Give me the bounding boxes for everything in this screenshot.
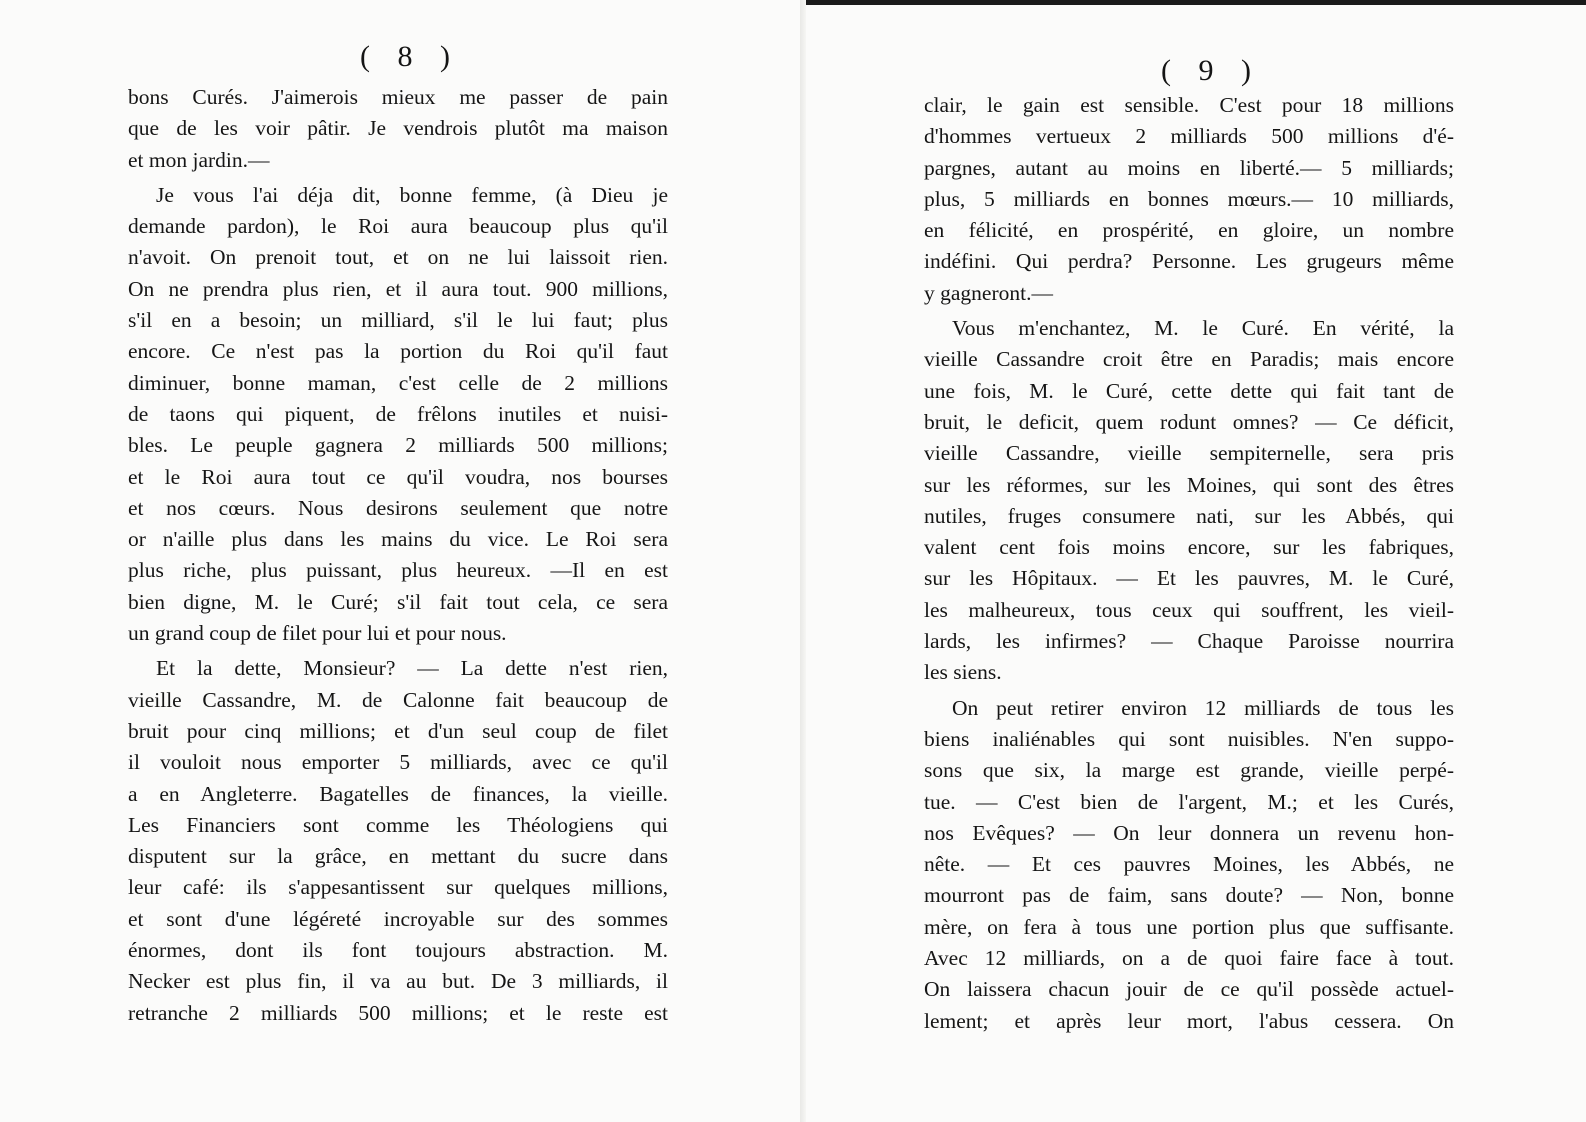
text-line: Necker est plus fin, il va au but. De 3 milliards, il bbox=[128, 969, 668, 994]
text-line: et nos cœurs. Nous desirons seulement que notre bbox=[128, 495, 668, 520]
text-line: bien digne, M. le Curé; s'il fait tout cela, ce sera bbox=[128, 589, 668, 614]
text-line: un grand coup de filet pour lui et pour nous. bbox=[128, 621, 507, 646]
page-number: ( 8 ) bbox=[360, 40, 460, 73]
text-line: vieille Cassandre, vieille sempiternelle, sera pris bbox=[924, 441, 1454, 466]
text-line: clair, le gain est sensible. C'est pour 18 millions bbox=[924, 93, 1454, 117]
text-line: plus, 5 milliards en bonnes mœurs.— 10 milliards, bbox=[924, 186, 1454, 211]
text-line: une fois, M. le Curé, cette dette qui fait tant de bbox=[924, 378, 1454, 403]
text-line: indéfini. Qui perdra? Personne. Les grugeurs même bbox=[924, 249, 1454, 274]
text-line: biens inaliénables qui sont nuisibles. N'en suppo- bbox=[924, 726, 1454, 751]
text-line: lards, les infirmes? — Chaque Paroisse nourrira bbox=[924, 629, 1454, 654]
text-line: vieille Cassandre croit être en Paradis; mais encore bbox=[924, 347, 1454, 372]
text-line: vieille Cassandre, M. de Calonne fait beaucoup de bbox=[128, 687, 668, 712]
text-line: s'il en a besoin; un milliard, s'il le lui faut; plus bbox=[128, 308, 668, 333]
text-line: sur les réformes, sur les Moines, qui sont des êtres bbox=[924, 472, 1454, 497]
text-line: Les Financiers sont comme les Théologiens qui bbox=[128, 812, 668, 837]
text-line: n'avoit. On prenoit tout, et on ne lui laissoit rien. bbox=[128, 245, 668, 270]
text-line: nête. — Et ces pauvres Moines, les Abbés, ne bbox=[924, 852, 1454, 877]
paragraph bbox=[128, 180, 668, 649]
text-line: bruit pour cinq millions; et d'un seul coup de filet bbox=[128, 718, 668, 743]
text-line: disputent sur la grâce, en mettant du sucre dans bbox=[128, 844, 668, 869]
paragraph bbox=[924, 313, 1454, 689]
text-line: bles. Le peuple gagnera 2 milliards 500 millions; bbox=[128, 433, 668, 458]
paragraph bbox=[924, 90, 1454, 309]
text-line: a en Angleterre. Bagatelles de finances, la vieille. bbox=[128, 781, 668, 806]
text-line: plus riche, plus puissant, plus heureux. —Il en est bbox=[128, 558, 668, 583]
text-line: On ne prendra plus rien, et il aura tout. 900 millions, bbox=[128, 276, 668, 301]
text-line: Et la dette, Monsieur? — La dette n'est rien, bbox=[156, 656, 668, 681]
text-line: et mon jardin.— bbox=[128, 147, 270, 172]
text-line: retranche 2 milliards 500 millions; et le reste est bbox=[128, 1000, 668, 1025]
text-line: bruit, le deficit, quem rodunt omnes? — Ce déficit, bbox=[924, 409, 1454, 434]
text-line: lement; et après leur mort, l'abus cessera. On bbox=[924, 1008, 1454, 1033]
text-line: que de les voir pâtir. Je vendrois plutôt ma maison bbox=[128, 116, 668, 141]
text-line: Je vous l'ai déja dit, bonne femme, (à Dieu je bbox=[156, 182, 668, 207]
text-line: de taons qui piquent, de frêlons inutiles et nuisi- bbox=[128, 401, 668, 426]
page-text bbox=[128, 82, 668, 1029]
text-line: mère, on fera à tous une portion plus que suffisante. bbox=[924, 914, 1454, 939]
text-line: bons Curés. J'aimerois mieux me passer de pain bbox=[128, 85, 668, 109]
text-line: et sont d'une légéreté incroyable sur des sommes bbox=[128, 906, 668, 931]
text-line: sur les Hôpitaux. — Et les pauvres, M. le Curé, bbox=[924, 566, 1454, 591]
text-line: Avec 12 milliards, on a de quoi faire face à tout. bbox=[924, 946, 1454, 971]
page-number: ( 9 ) bbox=[1161, 54, 1261, 87]
text-line: leur café: ils s'appesantissent sur quelques millions, bbox=[128, 875, 668, 900]
text-line: et le Roi aura tout ce qu'il voudra, nos bourses bbox=[128, 464, 668, 489]
text-line: tue. — C'est bien de l'argent, M.; et les Curés, bbox=[924, 789, 1454, 814]
text-line: nos Evêques? — On leur donnera un revenu hon- bbox=[924, 820, 1454, 845]
text-line: On laissera chacun jouir de ce qu'il possède actuel- bbox=[924, 977, 1454, 1002]
text-line: Vous m'enchantez, M. le Curé. En vérité, la bbox=[952, 316, 1454, 341]
text-line: il vouloit nous emporter 5 milliards, avec ce qu'il bbox=[128, 750, 668, 775]
paragraph bbox=[924, 693, 1454, 1037]
text-line: or n'aille plus dans les mains du vice. Le Roi sera bbox=[128, 527, 668, 552]
paragraph bbox=[128, 82, 668, 176]
text-line: sons que six, la marge est grande, vieille perpé- bbox=[924, 758, 1454, 783]
text-line: y gagneront.— bbox=[924, 280, 1053, 305]
text-line: On peut retirer environ 12 milliards de tous les bbox=[952, 695, 1454, 720]
text-line: énormes, dont ils font toujours abstraction. M. bbox=[128, 938, 668, 963]
text-line: nutiles, fruges consumere nati, sur les Abbés, qui bbox=[924, 503, 1454, 528]
text-line: en félicité, en prospérité, en gloire, un nombre bbox=[924, 218, 1454, 243]
text-line: d'hommes vertueux 2 milliards 500 millions d'é- bbox=[924, 124, 1454, 149]
text-line: demande pardon), le Roi aura beaucoup plus qu'il bbox=[128, 214, 668, 239]
text-line: diminuer, bonne maman, c'est celle de 2 millions bbox=[128, 370, 668, 395]
paragraph bbox=[128, 653, 668, 1029]
page-text bbox=[924, 90, 1454, 1037]
right-page bbox=[806, 0, 1586, 1122]
text-line: encore. Ce n'est pas la portion du Roi qu'il faut bbox=[128, 339, 668, 364]
text-line: les siens. bbox=[924, 660, 1002, 685]
text-line: pargnes, autant au moins en liberté.— 5 milliards; bbox=[924, 155, 1454, 180]
text-line: les malheureux, tous ceux qui souffrent, les vieil- bbox=[924, 597, 1454, 622]
text-line: mourront pas de faim, sans doute? — Non, bonne bbox=[924, 883, 1454, 908]
text-line: valent cent fois moins encore, sur les fabriques, bbox=[924, 535, 1454, 560]
